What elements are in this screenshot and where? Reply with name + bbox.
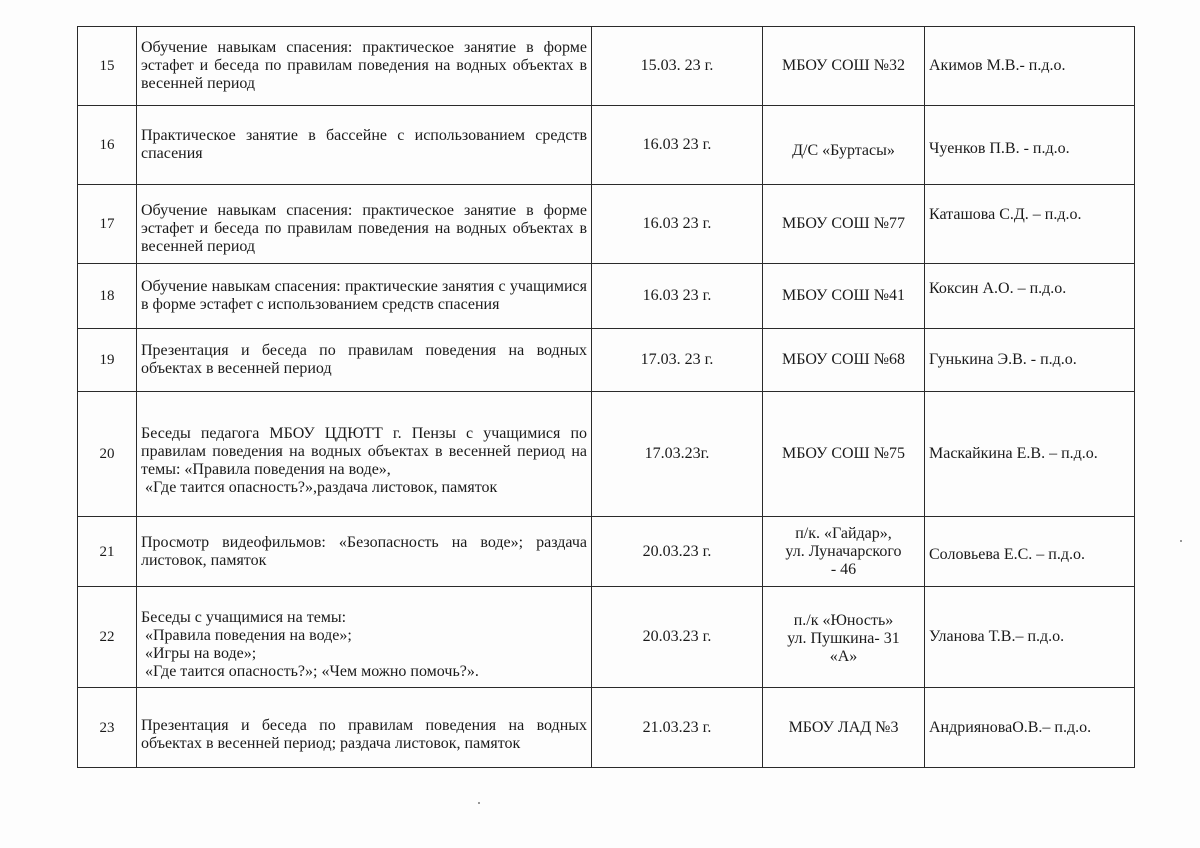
description-line: «Где таится опасность?»; «Чем можно помочь?». [145, 663, 479, 680]
description-line: Беседы с учащимися на темы: [141, 609, 347, 626]
row-number: 22 [78, 587, 137, 688]
event-date: 20.03.23 г. [592, 517, 763, 587]
table-row [78, 27, 1135, 106]
event-description: Обучение навыкам спасения: практическое занятие в форме эстафет и беседа по правилам поведения на водных объектах в весенней период [137, 27, 592, 106]
table-row [78, 264, 1135, 329]
table-row [78, 517, 1135, 587]
place-line: п./к «Юность» [793, 612, 894, 629]
event-description: Практическое занятие в бассейне с использованием средств спасения [137, 106, 592, 185]
event-description: Презентация и беседа по правилам поведения на водных объектах в весенней период [137, 329, 592, 392]
description-line: «Игры на воде»; [145, 645, 257, 662]
event-place: МБОУ СОШ №68 [763, 329, 925, 392]
scan-speck [1180, 540, 1182, 542]
responsible-person: Гунькина Э.В. - п.д.о. [925, 329, 1135, 392]
event-description: Обучение навыкам спасения: практическое занятие в форме эстафет и беседа по правилам поведения на водных объектах в весенней период [137, 185, 592, 264]
description-line: «Где таится опасность?»,раздача листовок, памяток [145, 479, 498, 496]
event-description: Просмотр видеофильмов: «Безопасность на воде»; раздача листовок, памяток [137, 517, 592, 587]
place-line: ул. Пушкина- 31 [787, 630, 900, 647]
responsible-person: Соловьева Е.С. – п.д.о. [925, 517, 1135, 587]
responsible-person: АндрияноваО.В.– п.д.о. [925, 688, 1135, 768]
responsible-person: Акимов М.В.- п.д.о. [925, 27, 1135, 106]
table-row [78, 587, 1135, 688]
responsible-person: Уланова Т.В.– п.д.о. [925, 587, 1135, 688]
row-number: 15 [78, 27, 137, 106]
event-date: 17.03.23г. [592, 392, 763, 517]
event-place: МБОУ СОШ №41 [763, 264, 925, 329]
event-description: Обучение навыкам спасения: практические занятия с учащимися в форме эстафет с использованием средств спасения [137, 264, 592, 329]
responsible-person: Каташова С.Д. – п.д.о. [925, 185, 1135, 264]
row-number: 18 [78, 264, 137, 329]
event-date: 16.03 23 г. [592, 185, 763, 264]
description-line: «Правила поведения на воде»; [145, 627, 352, 644]
row-number: 20 [78, 392, 137, 517]
scan-speck [478, 802, 480, 804]
event-date: 21.03.23 г. [592, 688, 763, 768]
event-date: 16.03 23 г. [592, 264, 763, 329]
description-line: Беседы педагога МБОУ ЦДЮТТ г. Пензы с учащимися по правилам поведения на водных объектах в весенней период на темы: «Правила поведения на воде», [141, 425, 587, 478]
table-row [78, 185, 1135, 264]
row-number: 17 [78, 185, 137, 264]
responsible-person: Чуенков П.В. - п.д.о. [925, 106, 1135, 185]
row-number: 19 [78, 329, 137, 392]
event-date: 16.03 23 г. [592, 106, 763, 185]
row-number: 16 [78, 106, 137, 185]
event-date: 17.03. 23 г. [592, 329, 763, 392]
event-date: 15.03. 23 г. [592, 27, 763, 106]
event-place: МБОУ ЛАД №3 [763, 688, 925, 768]
table-row [78, 106, 1135, 185]
place-line: п/к. «Гайдар», [795, 524, 892, 542]
row-number: 21 [78, 517, 137, 587]
event-place: Д/С «Буртасы» [763, 106, 925, 185]
event-place: МБОУ СОШ №77 [763, 185, 925, 264]
table-row [78, 329, 1135, 392]
schedule-table [77, 26, 1135, 768]
place-line: - 46 [830, 560, 857, 578]
event-place [763, 587, 925, 688]
place-line: «А» [829, 648, 858, 665]
responsible-person: Маскайкина Е.В. – п.д.о. [925, 392, 1135, 517]
event-place: МБОУ СОШ №32 [763, 27, 925, 106]
event-date: 20.03.23 г. [592, 587, 763, 688]
event-place [763, 517, 925, 587]
event-description [137, 587, 592, 688]
responsible-person: Коксин А.О. – п.д.о. [925, 264, 1135, 329]
event-place: МБОУ СОШ №75 [763, 392, 925, 517]
event-description [137, 392, 592, 517]
event-description: Презентация и беседа по правилам поведения на водных объектах в весенней период; раздача листовок, памяток [137, 688, 592, 768]
table-row [78, 688, 1135, 768]
place-line: ул. Луначарского [785, 542, 902, 560]
row-number: 23 [78, 688, 137, 768]
table-row [78, 392, 1135, 517]
